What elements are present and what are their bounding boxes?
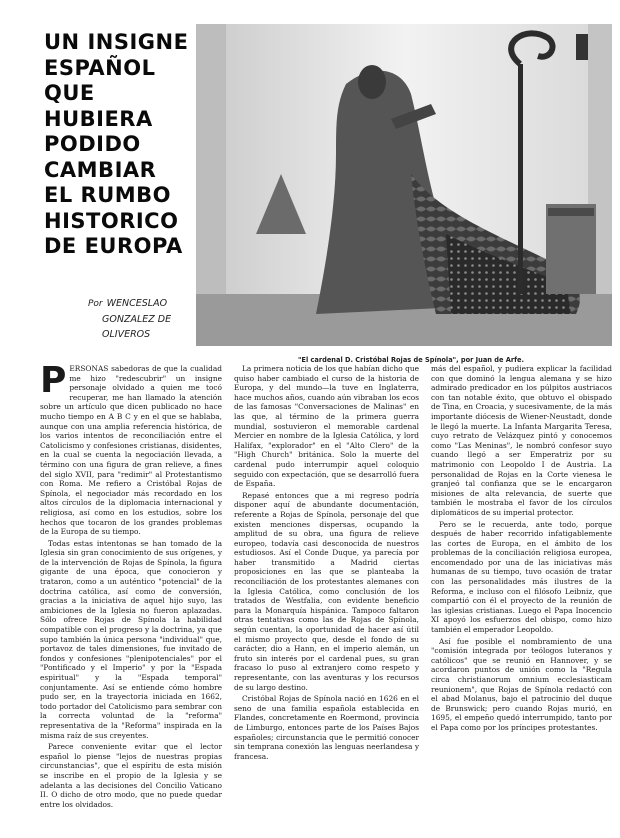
headline: [44, 30, 204, 260]
byline-prefix: Por: [88, 299, 103, 309]
paragraph: Repasé entonces que a mi regreso podría disponer aquí de abundante documentación, referente a Rojas de Spínola, personaje del que existen menciones dispersas, ocupando la amplitud de su obra, una figura de relieve europeo, todavía casi desconocida de nuestros estudiosos. Así el Conde Duque, ya parecía por haber transmitido a Madrid ciertas proposiciones en las que se planteaba la reconciliación de los protestantes alemanes con la Iglesia Católica, como conclusión de los tratados de Westfalia, con evidente beneficio para la Monarquía hispánica. Tampoco faltaron otras tentativas como las de Rojas de Spínola, según cuentan, la oportunidad de hacer así útil el mismo proyecto que, desde el fondo de su carácter, dio a Hann, en el imperio alemán, un fruto sin interés por el cardenal pues, su gran fracaso lo puso al extranjero como respeto y representante, con las aventuras y los recursos de su largo destino.: [234, 490, 419, 692]
paragraph: Parece conveniente evitar que el lector español lo piense "lejos de nuestras propias circunstancias", que el espíritu de esta misión se inscribe en el propio de la Iglesia y se adelanta a las decisiones del Concilio Vaticano II. O dicho de otro modo, que no puede quedar entre los olvidados.: [40, 742, 222, 809]
painting-image: [196, 24, 612, 346]
headline-line: HISTORICO: [44, 208, 179, 233]
headline-line: PODIDO: [44, 132, 141, 156]
article-column: [431, 364, 612, 834]
paragraph: más del español, y pudiera explicar la facilidad con que dominó la lengua alemana y se hizo admirado predicador en los púlpitos austriacos con tan notable éxito, que obtuvo el obispado de Tina, en Croacia, y sucesivamente, de la más importante diócesis de Wiener-Neustadt, donde le llegó la muerte. La Infanta Margarita Teresa, cuyo retrato de Velázquez pintó y conocemos como "Las Meninas", le nombró confesor suyo cuando llegó a ser Emperatriz por su matrimonio con Leopoldo I de Austria. La personalidad de Rojas en la Corte vienesa le granjeó tal confianza que se le encargaron misiones de alta relevancia, de suerte que también le mostraba el favor de los círculos diplomáticos de su imperial protector.: [431, 364, 612, 517]
paragraph: ERSONAS sabedoras de que la cualidad me hizo "redescubrir" un insigne personaje olvidado a quien me tocó recuperar, me han llamado la atención sobre un artículo que dicen publicado no hace mucho tiempo en A B C y en el que se hablaba, aunque con una amplia referencia histórica, de los varios intentos de reconciliación entre el Catolicismo y confesiones cristianas, disidentes, en la cual se cuenta la negociación llevada, a término con una figura de gran relieve, a fines del siglo XVII, para "redimir" al Protestantismo con Roma. Me refiero a Cristóbal Rojas de Spínola, el negociador más recordado en los altos círculos de la diplomacia internacional y religiosa, así como en los estudios, sobre los hechos que tocaron de los grandes problemas de la Europa de su tiempo.: [40, 364, 222, 537]
headline-line: CAMBIAR: [44, 157, 157, 182]
article-column: [40, 364, 222, 834]
headline-line: ESPAÑOL: [44, 55, 156, 80]
paragraph: Todas estas intentonas se han tomado de la Iglesia sin gran conocimiento de sus orígenes, y de la intervención de Rojas de Spínola, la figura gigante de una época, que conocieron y trataron, como a un auténtico "potencial" de la doctrina católica, así como de conversión, gracias a la iniciativa de aquel hijo suyo, las ambiciones de la Iglesia no fueron aplazadas. Sólo ofrece Rojas de Spínola la habilidad compatible con el progreso y la doctrina, ya que supo también la única persona "individual" que, portavoz de tales dimensiones, fue invitado de fondos y confesiones "plenipotenciales" por el "Pontificado y el Imperio" y por la "Espada espiritual" y la "Espada temporal" conjuntamente. Así se entiende cómo hombre pudo ser, en la trayectoria iniciada en 1662, todo portador del Catolicismo para sembrar con la correcta voluntad de la "reforma" representativa de la "Reforma" inspirada en la misma raíz de sus creyentes.: [40, 538, 222, 740]
author-name-line: GONZALEZ DE: [102, 314, 172, 325]
headline-line: EL RUMBO: [44, 183, 172, 207]
headline-line: UN INSIGNE: [44, 30, 189, 54]
headline-line: QUE: [44, 81, 95, 105]
painting-photo: [196, 24, 612, 346]
paragraph: Pero se le recuerda, ante todo, porque después de haber recorrido infatigablemente las cortes de Europa, en el ámbito de los problemas de la conciliación religiosa europea, encomendado por una de las iniciativas más humanas de su tiempo, tuvo ocasión de tratar con las personalidades más ilustres de la Reforma, e incluso con el filósofo Leibniz, que compartió con él el proyecto de la reunión de las iglesias cristianas. Luego el Papa Inocencio XI apoyó los esfuerzos del obispo, como hizo también el emperador Leopoldo.: [431, 519, 612, 635]
drop-cap: P: [40, 364, 67, 401]
paragraph: Cristóbal Rojas de Spínola nació en 1626 en el seno de una familia española establecida en Flandes, concretamente en Roermond, provincia de Limburgo, entonces parte de los Países Bajos españoles; circunstancia que le permitió conocer sin temprana conexión las lenguas neerlandesa y francesa.: [234, 694, 419, 761]
paragraph: Así fue posible el nombramiento de una "comisión integrada por teólogos luteranos y católicos" que se reunió en Hannover, y se acordaron puntos de unión como la "Regula circa christianorum omnium ecclesiasticam reunionem", que Rojas de Spínola redactó con el abad Molanus, bajo el patrocinio del duque de Brunswick; pero cuando Rojas murió, en 1695, el empeño quedó interrumpido, tanto por el Papa como por los príncipes protestantes.: [431, 636, 612, 732]
byline: [88, 296, 188, 342]
author-name-line: OLIVEROS: [102, 329, 151, 340]
headline-line: HUBIERA: [44, 106, 153, 131]
paragraph: La primera noticia de los que habían dicho que quiso haber cambiado el curso de la historia de Europa, y del mundo—la tuve en Inglaterra, hace muchos años, cuando aún vibraban los ecos de las famosas "Conversaciones de Malinas" en las que, al término de la primera guerra mundial, sostuvieron el memorable cardenal Mercier en nombre de la Iglesia Católica, y lord Halifax, "explorador" en el "Alto Clero" de la "High Church" británica. Solo la muerte del cardenal pudo interrumpir aquel coloquio seguido con expectación, que se desarrolló fuera de España.: [234, 364, 419, 489]
headline-line: DE EUROPA: [44, 234, 183, 258]
photo-caption: "El cardenal D. Cristóbal Rojas de Spínola", por Juan de Arfe.: [298, 356, 524, 364]
article-column: [234, 364, 419, 834]
author-name-line: WENCESLAO: [106, 298, 168, 309]
